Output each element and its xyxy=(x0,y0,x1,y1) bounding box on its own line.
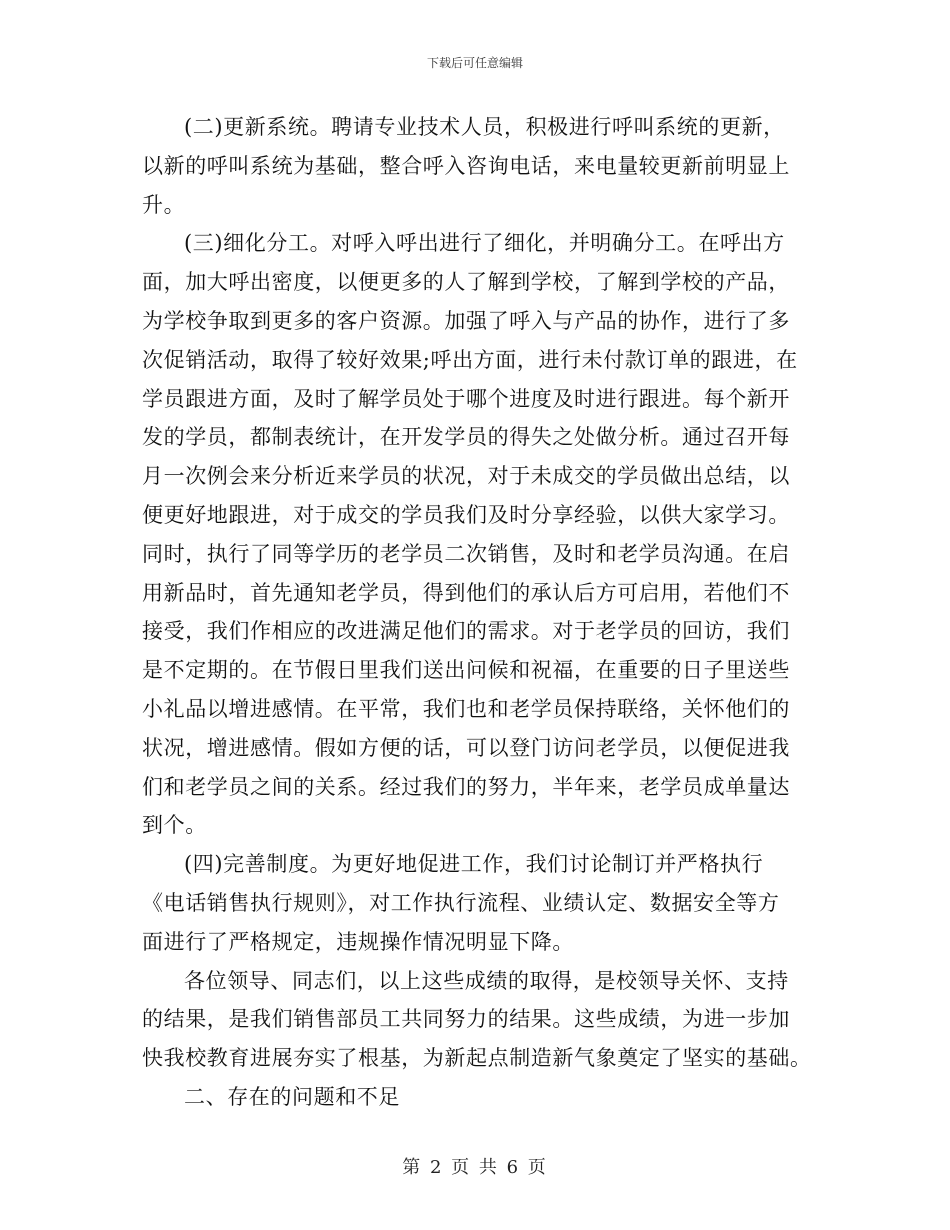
section-heading-problems xyxy=(142,1078,812,1117)
text-line: 状况，增进感情。假如方便的话，可以登门访问老学员，以便促进我 xyxy=(142,735,790,760)
paragraph-refine-division xyxy=(142,224,812,845)
document-body xyxy=(142,108,812,1117)
paragraph-improve-system xyxy=(142,845,812,961)
text-line: 面，加大呼出密度，以便更多的人了解到学校，了解到学校的产品， xyxy=(142,270,790,295)
text-line: (二)更新系统。聘请专业技术人员，积极进行呼叫系统的更新， xyxy=(184,115,785,139)
page-header: 下载后可任意编辑 xyxy=(426,56,523,70)
text-line: 各位领导、同志们，以上这些成绩的取得，是校领导关怀、支持 xyxy=(184,968,789,993)
text-line: 是不定期的。在节假日里我们送出问候和祝福，在重要的日子里送些 xyxy=(142,658,790,683)
text-line: 二、存在的问题和不足 xyxy=(184,1084,400,1109)
text-line: (三)细化分工。对呼入呼出进行了细化，并明确分工。在呼出方 xyxy=(184,231,785,256)
text-line: 《电话销售执行规则》，对工作执行流程、业绩认定、数据安全等方 xyxy=(142,890,780,915)
text-line: 同时，执行了同等学历的老学员二次销售，及时和老学员沟通。在启 xyxy=(142,541,790,566)
page-number-footer: 第 2 页 共 6 页 xyxy=(402,1157,548,1178)
text-line: 的结果，是我们销售部员工共同努力的结果。这些成绩，为进一步加 xyxy=(142,1007,790,1032)
text-line: 次促销活动，取得了较好效果;呼出方面，进行未付款订单的跟进，在 xyxy=(142,347,798,372)
text-line: 学员跟进方面，及时了解学员处于哪个进度及时进行跟进。每个新开 xyxy=(142,386,790,411)
text-line: 发的学员，都制表统计，在开发学员的得失之处做分析。通过召开每 xyxy=(142,425,790,450)
text-line: 到个。 xyxy=(142,813,207,838)
text-line: 快我校教育进展夯实了根基，为新起点制造新气象奠定了坚实的基础。 xyxy=(142,1046,812,1071)
text-line: 小礼品以增进感情。在平常，我们也和老学员保持联络，关怀他们的 xyxy=(142,696,790,721)
paragraph-update-system xyxy=(142,108,812,224)
text-line: 月一次例会来分析近来学员的状况，对于未成交的学员做出总结，以 xyxy=(142,464,790,489)
paragraph-achievements xyxy=(142,962,812,1078)
text-line: 便更好地跟进，对于成交的学员我们及时分享经验，以供大家学习。 xyxy=(142,502,790,527)
text-line: 为学校争取到更多的客户资源。加强了呼入与产品的协作，进行了多 xyxy=(142,308,790,333)
text-line: 升。 xyxy=(142,192,186,217)
text-line: 们和老学员之间的关系。经过我们的努力，半年来，老学员成单量达 xyxy=(142,774,790,799)
text-line: 以新的呼叫系统为基础，整合呼入咨询电话，来电量较更新前明显上 xyxy=(142,153,790,178)
text-line: 面进行了严格规定，违规操作情况明显下降。 xyxy=(142,929,574,954)
text-line: 用新品时，首先通知老学员，得到他们的承认后方可启用，若他们不 xyxy=(142,580,790,605)
text-line: 接受，我们作相应的改进满足他们的需求。对于老学员的回访，我们 xyxy=(142,619,790,644)
text-line: (四)完善制度。为更好地促进工作，我们讨论制订并严格执行 xyxy=(184,852,764,877)
